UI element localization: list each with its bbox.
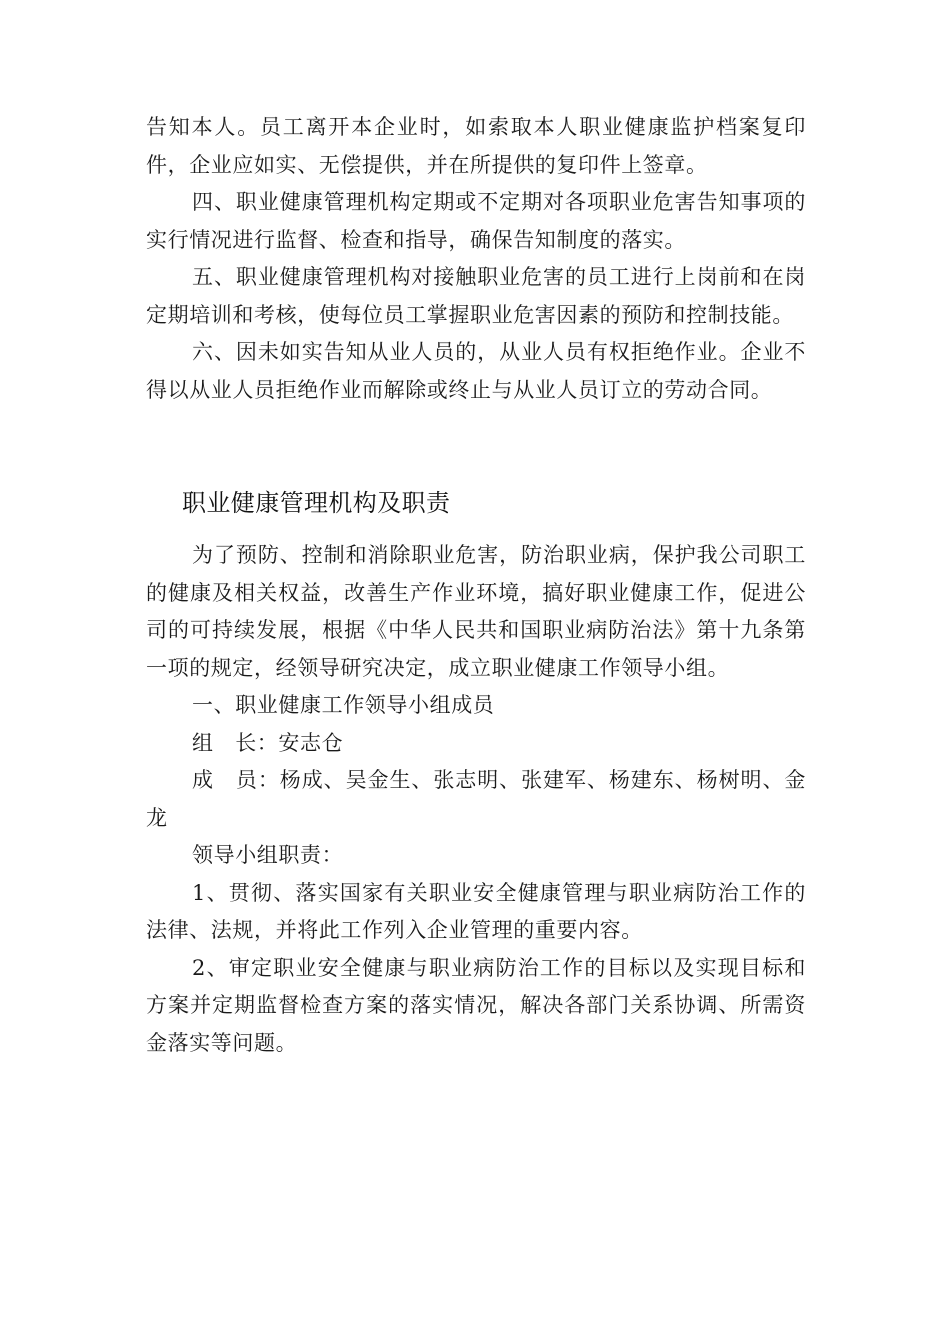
section-intro: 为了预防、控制和消除职业危害，防治职业病，保护我公司职工的健康及相关权益，改善生产作业环境，搞好职业健康工作，促进公司的可持续发展，根据《中华人民共和国职业病防治法》第十九条第一项的规定，经领导研究决定，成立职业健康工作领导小组。 [146,543,806,680]
section-heading: 职业健康管理机构及职责 [182,489,451,517]
duties-title: 领导小组职责： [192,843,344,867]
paragraph-continuation: 告知本人。员工离开本企业时，如索取本人职业健康监护档案复印件，企业应如实、无偿提供，并在所提供的复印件上签章。 [146,115,806,177]
group-leader: 组 长：安志仓 [192,730,344,755]
members-title: 一、职业健康工作领导小组成员 [192,693,495,717]
group-members: 成 员：杨成、吴金生、张志明、张建军、杨建东、杨树明、金龙 [146,768,806,830]
duty-item-1: 1、贯彻、落实国家有关职业安全健康管理与职业病防治工作的法律、法规，并将此工作列入企业管理的重要内容。 [146,880,806,942]
paragraph-item-five: 五、职业健康管理机构对接触职业危害的员工进行上岗前和在岗定期培训和考核，使每位员工掌握职业危害因素的预防和控制技能。 [146,265,806,327]
document-body [146,109,806,1062]
paragraph-item-six: 六、因未如实告知从业人员的，从业人员有权拒绝作业。企业不得以从业人员拒绝作业而解除或终止与从业人员订立的劳动合同。 [146,340,806,402]
paragraph-item-four: 四、职业健康管理机构定期或不定期对各项职业危害告知事项的实行情况进行监督、检查和指导，确保告知制度的落实。 [146,190,806,252]
duty-item-2: 2、审定职业安全健康与职业病防治工作的目标以及实现目标和方案并定期监督检查方案的落实情况，解决各部门关系协调、所需资金落实等问题。 [146,955,806,1055]
